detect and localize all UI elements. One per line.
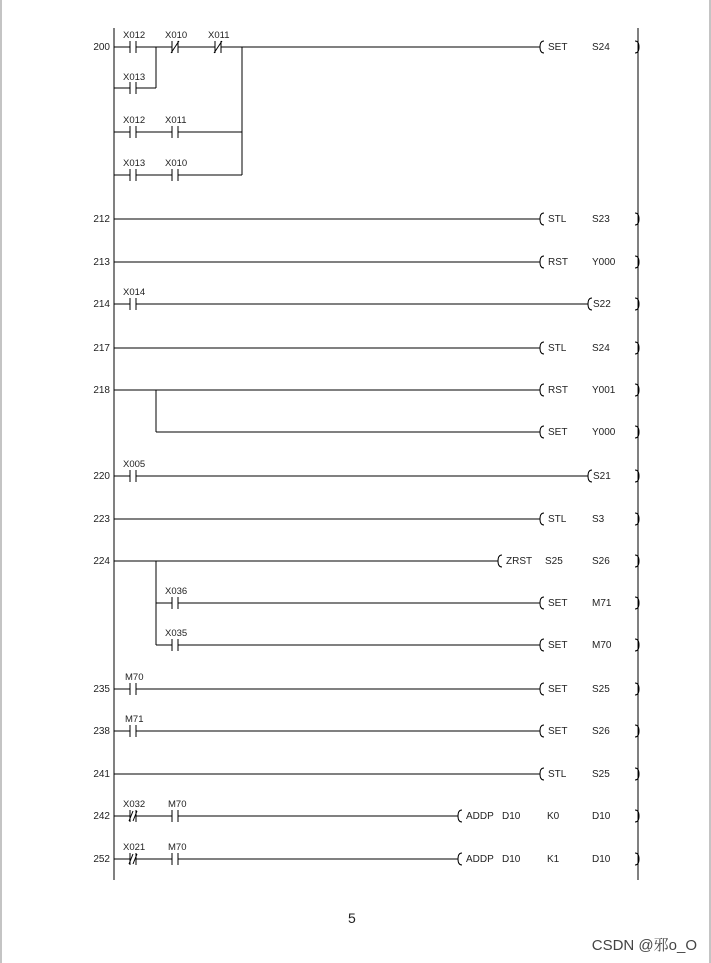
contact-label: X011 — [165, 115, 187, 126]
step-number: 242 — [93, 811, 110, 822]
contact-label: M70 — [168, 799, 187, 810]
step-number: 241 — [93, 769, 110, 780]
contact-label: X032 — [123, 799, 146, 810]
step-number: 224 — [93, 556, 110, 567]
contact-label: X035 — [165, 628, 188, 639]
contact-label: X013 — [123, 158, 146, 169]
instruction: STL — [548, 214, 567, 225]
instruction: RST — [548, 257, 568, 268]
operand: K1 — [547, 854, 560, 865]
coil-operand: S22 — [593, 299, 611, 310]
operand: M70 — [592, 640, 612, 651]
contact-label: X014 — [123, 287, 146, 298]
operand: S26 — [592, 556, 610, 567]
operand: M71 — [592, 598, 612, 609]
instruction: ZRST — [506, 556, 533, 567]
instruction: STL — [548, 769, 567, 780]
contact-label: M71 — [125, 714, 144, 725]
operand: D10 — [502, 854, 521, 865]
instruction: SET — [548, 684, 568, 695]
operand: S25 — [592, 684, 610, 695]
step-number: 213 — [93, 257, 110, 268]
step-number: 217 — [93, 343, 110, 354]
contact-label: X012 — [123, 30, 146, 41]
instruction: RST — [548, 385, 568, 396]
operand: S25 — [592, 769, 610, 780]
instruction: SET — [548, 427, 568, 438]
page-number: 5 — [348, 910, 356, 926]
operand: Y000 — [592, 257, 616, 268]
contact-label: M70 — [168, 842, 187, 853]
contact-label: M70 — [125, 672, 144, 683]
contact-label: X011 — [208, 30, 230, 41]
step-number: 252 — [93, 854, 110, 865]
contact-label: X013 — [123, 72, 146, 83]
step-number: 220 — [93, 471, 110, 482]
step-number: 238 — [93, 726, 110, 737]
step-number: 218 — [93, 385, 110, 396]
instruction: STL — [548, 514, 567, 525]
instruction: SET — [548, 640, 568, 651]
operand: D10 — [592, 811, 611, 822]
contact-label: X010 — [165, 30, 188, 41]
operand: S3 — [592, 514, 605, 525]
step-number: 235 — [93, 684, 110, 695]
contact-label: X005 — [123, 459, 146, 470]
operand: D10 — [502, 811, 521, 822]
contact-label: X012 — [123, 115, 146, 126]
instruction: ADDP — [466, 854, 494, 865]
step-number: 214 — [93, 299, 110, 310]
instruction: ADDP — [466, 811, 494, 822]
operand: Y001 — [592, 385, 616, 396]
operand: Y000 — [592, 427, 616, 438]
step-number: 223 — [93, 514, 110, 525]
step-number: 212 — [93, 214, 110, 225]
watermark: CSDN @邪o_O — [591, 937, 697, 954]
operand: S25 — [545, 556, 563, 567]
instruction: SET — [548, 42, 568, 53]
operand: S24 — [592, 343, 610, 354]
contact-label: X010 — [165, 158, 188, 169]
operand: S24 — [592, 42, 610, 53]
step-number: 200 — [93, 42, 110, 53]
operand: D10 — [592, 854, 611, 865]
instruction: SET — [548, 598, 568, 609]
instruction: SET — [548, 726, 568, 737]
contact-label: X021 — [123, 842, 146, 853]
operand: K0 — [547, 811, 560, 822]
coil-operand: S21 — [593, 471, 611, 482]
operand: S23 — [592, 214, 610, 225]
operand: S26 — [592, 726, 610, 737]
contact-label: X036 — [165, 586, 188, 597]
instruction: STL — [548, 343, 567, 354]
